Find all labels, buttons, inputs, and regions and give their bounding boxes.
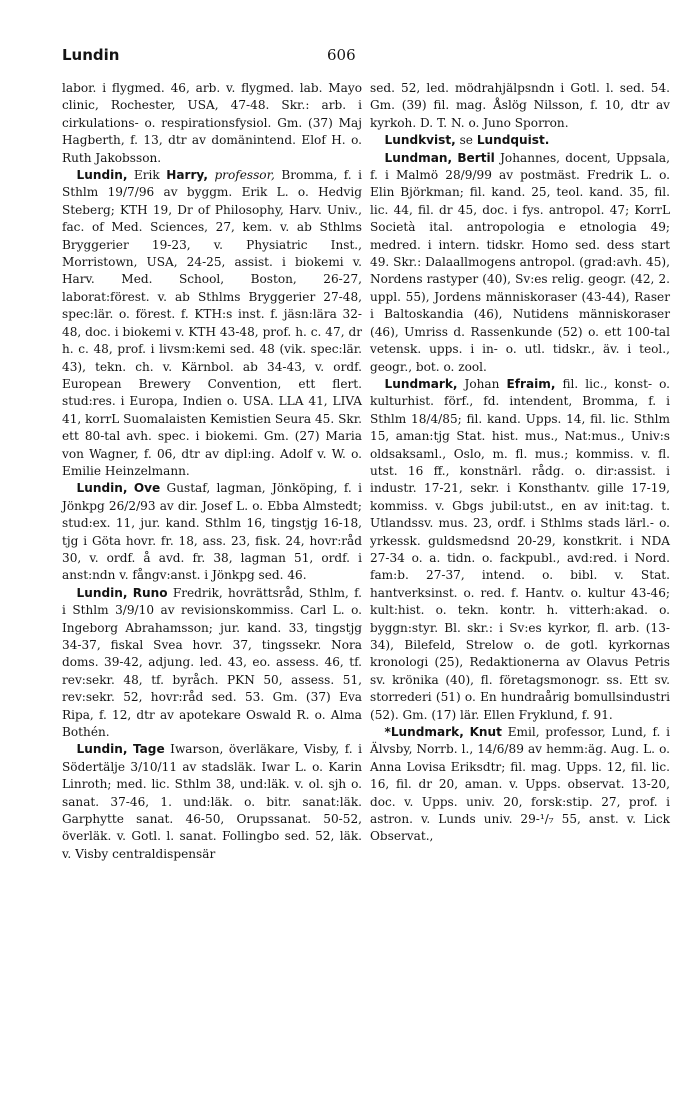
entry-given-names: se: [455, 133, 477, 148]
left-column: [62, 80, 362, 863]
entry-surname: Lundin,: [76, 481, 128, 496]
entry-lundman-bertil: [370, 150, 670, 376]
entry-lundkvist: [370, 132, 670, 149]
entry-surname: *Lundmark,: [384, 725, 464, 740]
entry-given-names: Johan: [457, 376, 507, 391]
entry-surname: Lundmark,: [384, 376, 458, 391]
entry-callname: Knut: [469, 725, 502, 740]
entry-lundin-ove: [62, 480, 362, 584]
entry-callname: Runo: [132, 585, 168, 600]
entry-title: professor,: [207, 168, 275, 183]
running-head: Lundin: [62, 46, 120, 64]
entry-callname: Lundquist.: [476, 133, 550, 148]
entry-text: Johannes, docent, Uppsala, f. i Malmö 28/9/99 av postmäst. Fredrik L. o. Elin Björkman; fil. kand. 25, teol. kand. 35, fil. lic. 44, fil. dr 45, doc. i fys. antropol. 47; KorrL Società ital. antropologia e etnologia 49; medred. i intern. tidskr. Homo sed. dess start 49. Skr.: Dalaallmogens antropol. (grad:avh. 45), Nordens rastyper (40), Sv:es relig. geogr. (42, 2. uppl. 55), Jordens människoraser (43-44), Raser i Baltoskandia (46), Nutidens människoraser (46), Umriss d. Rassenkunde (52) o. ett 100-tal vetensk. upps. i in- o. utl. tidskr., äv. i teol., geogr., bot. o. zool.: [370, 150, 670, 374]
entry-surname: Lundin,: [76, 742, 128, 757]
entry-text: Gustaf, lagman, Jönköping, f. i Jönkpg 26/2/93 av dir. Josef L. o. Ebba Almstedt; stud:ex. 11, jur. kand. Sthlm 16, tingstjg 16-18, tjg i Göta hovr. fr. 18, ass. 23, fisk. 24, hovr:råd 30, v. ordf. å avd. fr. 38, lagman 51, ordf. i anst:ndn v. fångv:anst. i Jönkpg sed. 46.: [62, 481, 362, 583]
entry-lundmark-knut: [370, 724, 670, 846]
entry-lundin-tage: [62, 741, 362, 863]
entry-text: Emil, professor, Lund, f. i Älvsby, Norrb. l., 14/6/89 av hemm:äg. Aug. L. o. Anna Lovisa Eriksdtr; fil. mag. Upps. 12, fil. lic. 16, fil. dr 20, aman. v. Upps. observat. 13-20, doc. v. Upps. univ. 20, forsk:stip. 27, prof. i astron. v. Lunds univ. 29-¹/₇ 55, anst. v. Lick Observat.,: [370, 725, 670, 844]
entry-continuation: sed. 52, led. mödrahjälpsndn i Gotl. l. sed. 54. Gm. (39) fil. mag. Åslög Nilsson, f. 10, dtr av kyrkoh. D. T. N. o. Juno Sporron.: [370, 81, 670, 130]
entry-callname: Bertil: [457, 150, 495, 165]
right-column: [370, 80, 670, 846]
entry-callname: Ove: [133, 481, 161, 496]
entry-callname: Tage: [132, 742, 165, 757]
entry-lundin-harry: [62, 167, 362, 480]
entry-text: Iwarson, överläkare, Visby, f. i Södertälje 3/10/11 av stadsläk. Iwar L. o. Karin Linroth; med. lic. Sthlm 38, und:läk. v. ol. sjh o. sanat. 37-46, 1. und:läk. o. bitr. sanat:läk. Garphytte sanat. 46-50, Orupssanat. 50-52, överläk. v. Gotl. l. sanat. Follingbo sed. 52, läk. v. Visby centraldispensär: [62, 742, 362, 861]
entry-callname: Efraim,: [506, 376, 556, 391]
entry-text: fil. lic., konst- o. kulturhist. förf., fd. intendent, Bromma, f. i Sthlm 18/4/85; fil. kand. Upps. 14, fil. lic. Sthlm 15, aman:tjg Stat. hist. mus., Nat:mus., Univ:s oldsaksaml., Oslo, m. fl. mus.; kommiss. v. fl. utst. 16 ff., konstnärl. rådg. o. dir:assist. i industr. 17-21, sekr. i Konsthantv. gille 17-19, kommiss. v. Gbgs jubil:utst., en av init:tag. t. Utlandssv. mus. 23, ordf. i Sthlms stads lärl.- o. yrkessk. guldsmedsnd 20-29, konstkrit. i NDA 27-34 o. a. tidn. o. fackpubl., avd:red. i Nord. fam:b. 27-37, intend. o. bibl. v. Stat. hantverksinst. o. red. f. Hantv. o. kultur 43-46; kult:hist. o. tekn. kontr. h. vitterh:akad. o. byggn:styr. Bl. skr.: i Sv:es kyrkor, fl. arb. (13-34), Bilefeld, Strelow o. de gotl. kyrkornas kronologi (25), Redaktionerna av Olavus Petris sv. krönika (40), fl. företagsmonogr. ss. Ett sv. storrederi (51) o. En hundraårig bomullsindustri (52). Gm. (17) lär. Ellen Fryklund, f. 91.: [370, 376, 670, 722]
entry-text: Bromma, f. i Sthlm 19/7/96 av byggm. Erik L. o. Hedvig Steberg; KTH 19, Dr of Philosophy, Harv. Univ., fac. of Med. Sciences, 27, kem. v. ab Sthlms Bryggerier 19-23, v. Physiatric Inst., Morristown, USA, 24-25, assist. i biokemi v. Harv. Med. School, Boston, 26-27, laborat:förest. v. ab Sthlms Bryggerier 27-48, spec:lär. o. förest. f. KTH:s inst. f. jäsn:lära 32-48, doc. i biokemi v. KTH 43-48, prof. h. c. 47, dr h. c. 48, prof. i livsm:kemi sed. 48 (vik. spec:lär. 43), tekn. ch. v. Kärnbol. ab 34-43, v. ordf. European Brewery Convention, ett flert. stud:res. i Europa, Indien o. USA. LLA 41, LIVA 41, korrL Suomalaisten Kemistien Seura 45. Skr. ett 80-tal avh. spec. i biokemi. Gm. (27) Maria von Wagner, f. 06, dtr av dipl:ing. Adolf v. W. o. Emilie Heinzelmann.: [62, 168, 362, 478]
entry-surname: Lundin,: [76, 585, 128, 600]
entry-text: Fredrik, hovrättsråd, Sthlm, f. i Sthlm 3/9/10 av revisionskommiss. Carl L. o. Ingeborg Abrahamsson; jur. kand. 33, tingstjg 34-37, fiskal Svea hovr. 37, tingssekr. Nora doms. 39-42, adjung. led. 43, eo. assess. 46, tf. rev:sekr. 48, tf. byråch. PKN 50, assess. 51, rev:sekr. 52, hovr:råd sed. 53. Gm. (37) Eva Ripa, f. 12, dtr av apotekare Oswald R. o. Alma Bothén.: [62, 585, 362, 740]
entry-lundmark-efraim: [370, 376, 670, 724]
entry-surname: Lundman,: [384, 150, 453, 165]
entry-surname: Lundin,: [76, 168, 128, 183]
entry-given-names: Erik: [127, 168, 167, 183]
entry-continuation: labor. i flygmed. 46, arb. v. flygmed. lab. Mayo clinic, Rochester, USA, 47-48. Skr.: arb. i cirkulations- o. respirationsfysiol. Gm. (37) Maj Hagberth, f. 13, dtr av domänintend. Elof H. o. Ruth Jakobsson.: [62, 81, 362, 165]
entry-surname: Lundkvist,: [384, 133, 456, 148]
page-number: 606: [327, 46, 356, 64]
entry-callname: Harry,: [166, 168, 208, 183]
entry-lundin-runo: [62, 585, 362, 742]
